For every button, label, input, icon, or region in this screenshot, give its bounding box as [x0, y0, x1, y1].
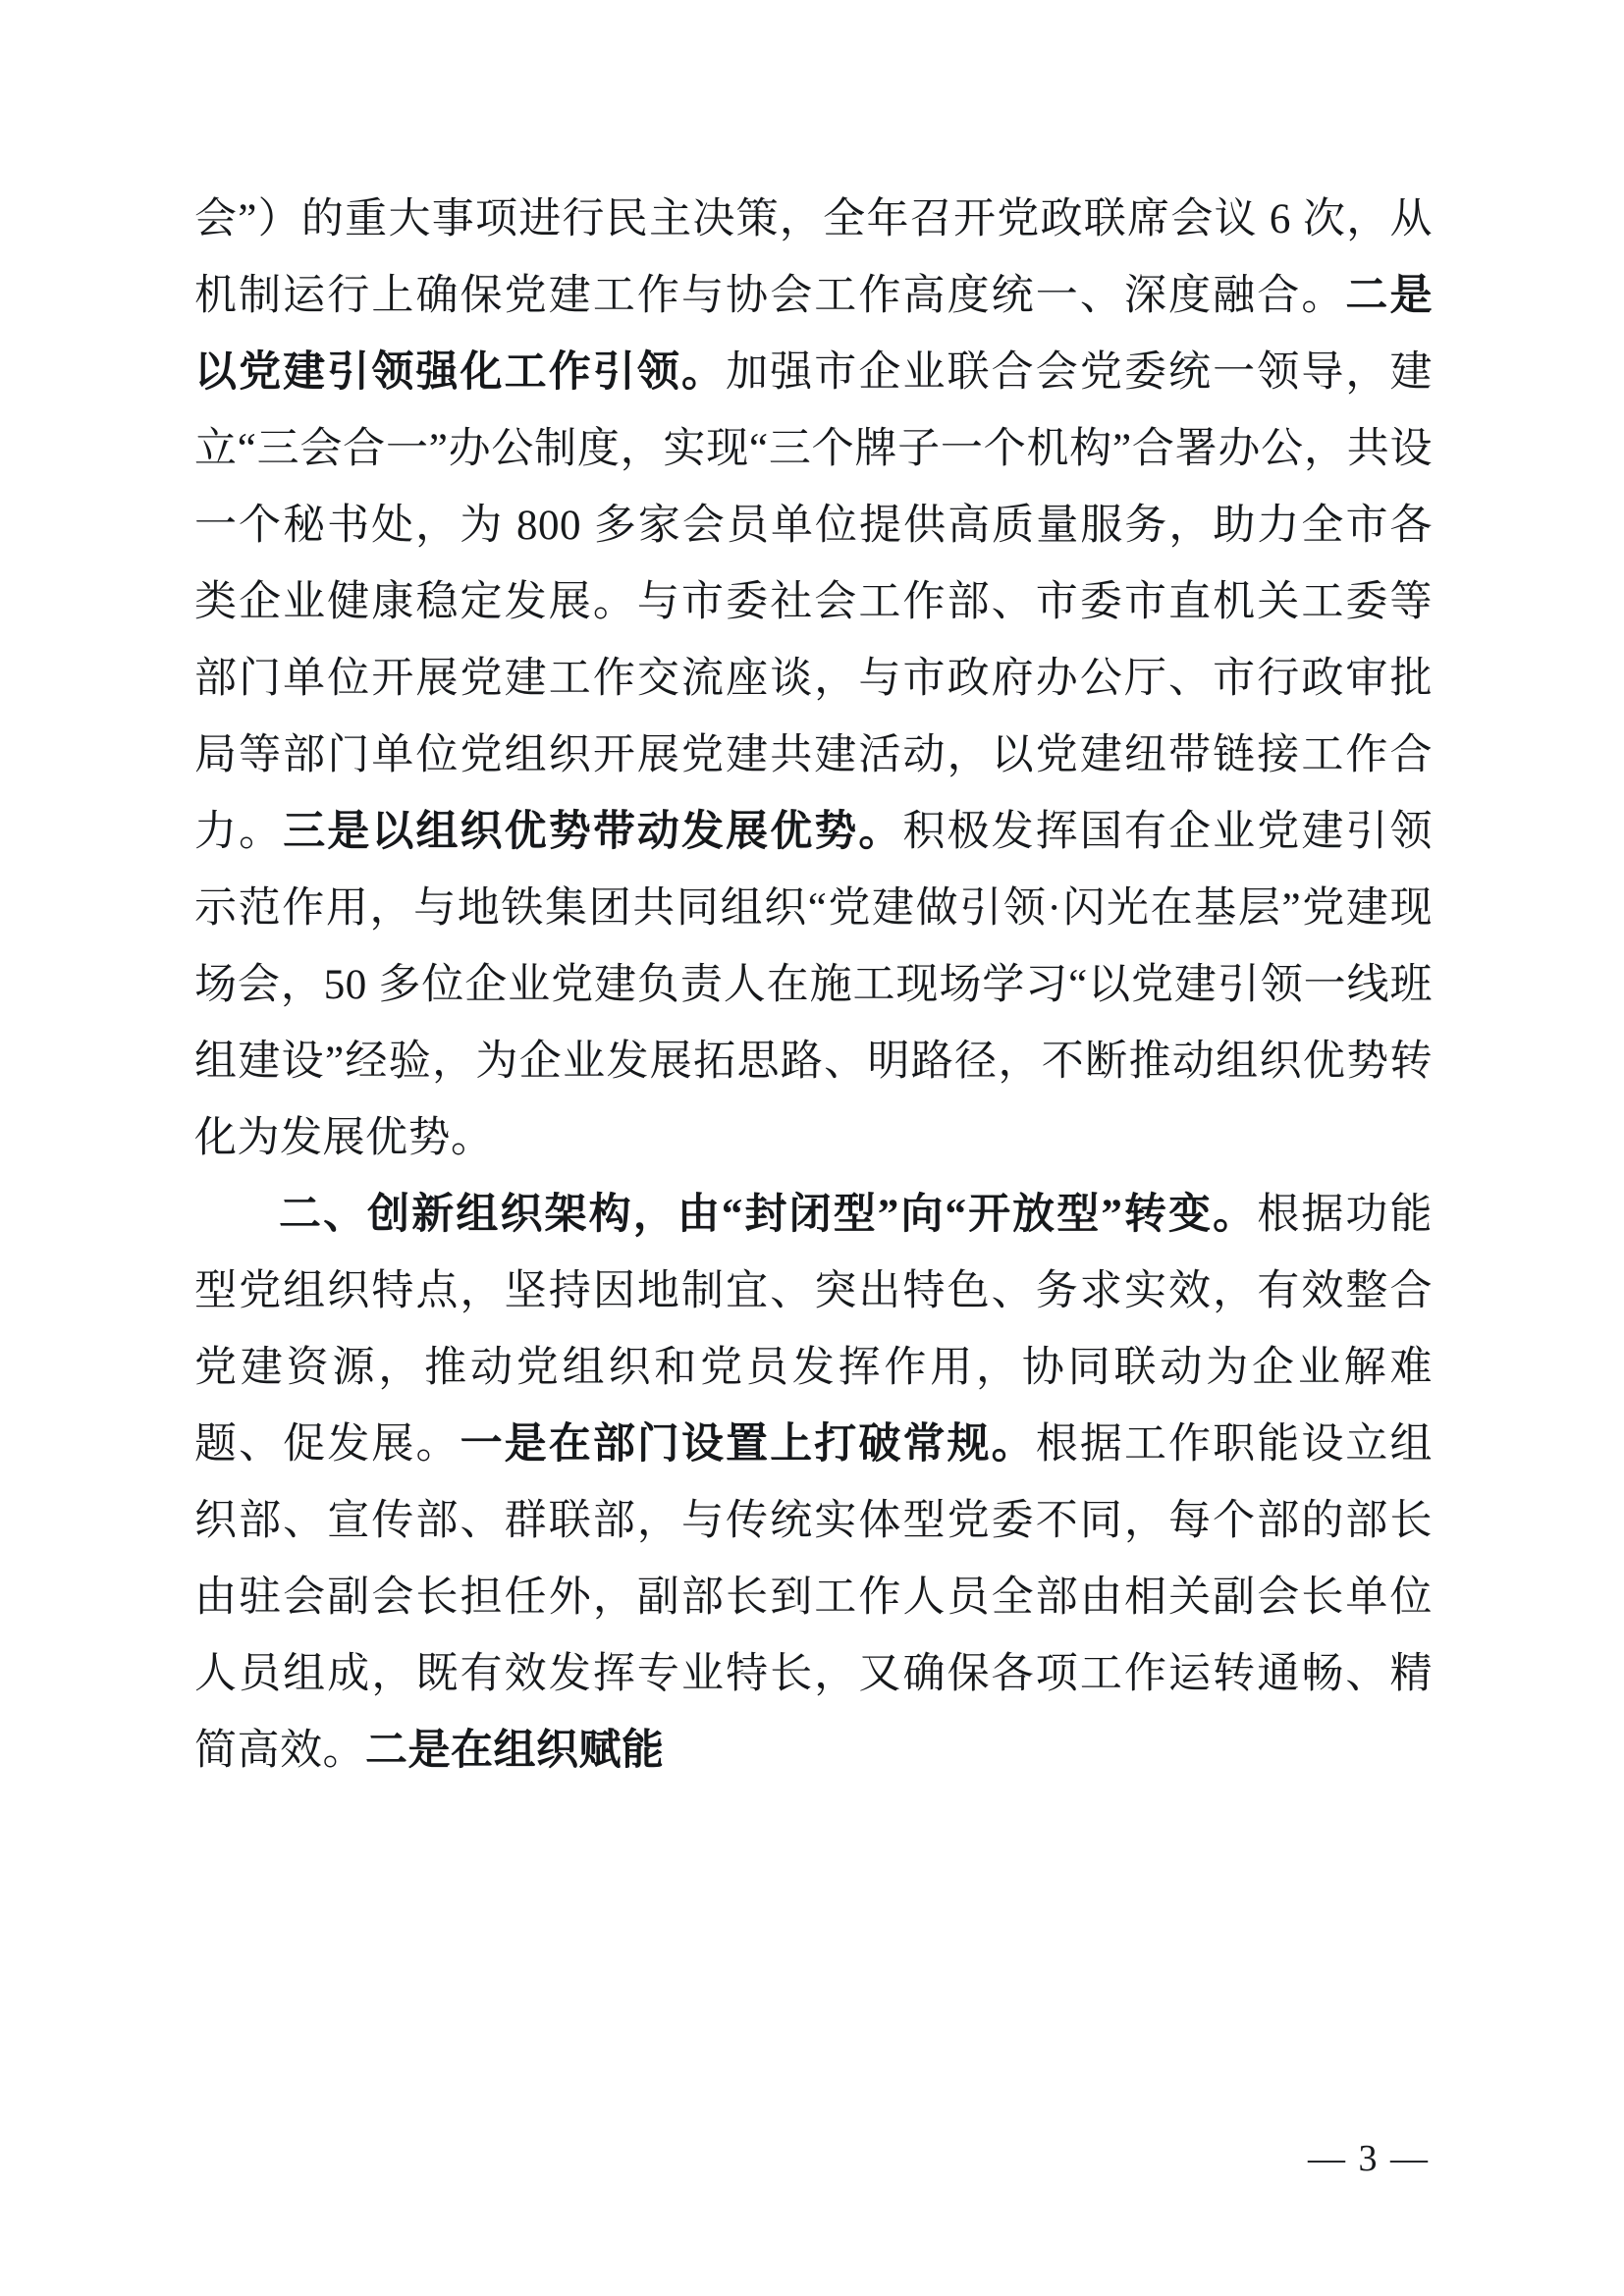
text-run: 根据工作职能设立组织部、宣传部、群联部，与传统实体型党委不同，每个部的部长由驻会副会长担任外，副部长到工作人员全部由相关副会长单位人员组成，既有效发挥专业特长，又确保各项工作运转通畅、精简高效。	[194, 1421, 1434, 1774]
page-number: — 3 —	[1308, 2138, 1430, 2179]
text-run-emphasis: 三是以组织优势带动发展优势。	[283, 809, 903, 855]
paragraph-2	[194, 1177, 1433, 1789]
text-run-emphasis: 二是在组织赋能	[365, 1728, 665, 1774]
text-run-emphasis: 二、创新组织架构，由“封闭型”向“开放型”转变。	[279, 1192, 1258, 1238]
text-run-emphasis: 一是在部门设置上打破常规。	[460, 1421, 1036, 1468]
text-run: 加强市企业联合会党委统一领导，建立“三会合一”办公制度，实现“三个牌子一个机构”合署办公，共设一个秘书处，为 800 多家会员单位提供高质量服务，助力全市各类企业健康稳定发展。与市委社会工作部、市委市直机关工委等部门单位开展党建工作交流座谈，与市政府办公厅、市行政审批局等部门单位党组织开展党建共建活动，以党建纽带链接工作合力。	[194, 349, 1434, 855]
text-run: 根据功能型党组织特点，坚持因地制宜、突出特色、务求实效，有效整合党建资源，推动党组织和党员发挥作用，协同联动为企业解难题、促发展。	[194, 1192, 1434, 1468]
text-run-emphasis: 二是以党建引领强化工作引领。	[194, 273, 1434, 396]
text-run: 积极发挥国有企业党建引领示范作用，与地铁集团共同组织“党建做引领·闪光在基层”党建现场会，50 多位企业党建负责人在施工现场学习“以党建引领一线班组建设”经验，为企业发展拓思路、明路径，不断推动组织优势转化为发展优势。	[194, 809, 1434, 1161]
paragraph-1	[194, 182, 1433, 1177]
text-run: 会”）的重大事项进行民主决策，全年召开党政联席会议 6 次，从机制运行上确保党建工作与协会工作高度统一、深度融合。	[194, 196, 1433, 319]
document-body	[194, 182, 1433, 1789]
